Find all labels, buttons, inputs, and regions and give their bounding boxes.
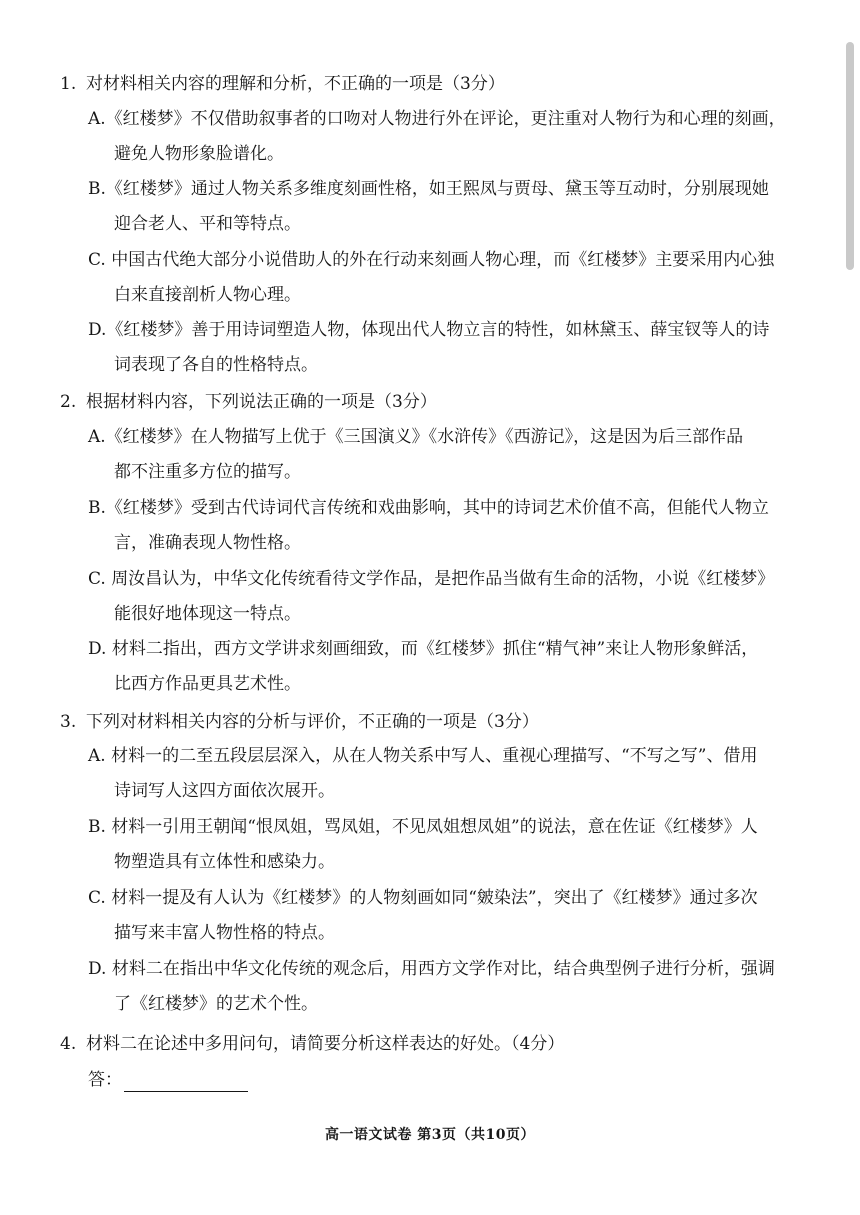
question-3-option-d — [88, 952, 800, 1022]
question-3-option-a — [88, 739, 800, 809]
question-text: 下列对材料相关内容的分析与评价，不正确的一项是（3分） — [86, 712, 539, 732]
option-text-continued: 避免人物形象脸谱化。 — [114, 144, 284, 164]
question-3-option-c — [88, 881, 800, 951]
question-4-stem — [60, 1032, 820, 1056]
option-text: 《红楼梦》通过人物关系多维度刻画性格，如王熙凤与贾母、黛玉等互动时，分别展现她 — [105, 179, 769, 199]
question-1-option-d — [88, 313, 800, 383]
option-text-continued: 都不注重多方位的描写。 — [114, 462, 301, 482]
question-text: 根据材料内容，下列说法正确的一项是（3分） — [86, 392, 437, 412]
question-2-option-a — [88, 420, 800, 490]
option-text: 材料二在指出中华文化传统的观念后，用西方文学作对比，结合典型例子进行分析，强调 — [111, 959, 775, 979]
question-3-stem — [60, 710, 820, 734]
question-number: 2. — [60, 392, 77, 412]
option-text-continued: 言，准确表现人物性格。 — [114, 533, 301, 553]
option-text: 中国古代绝大部分小说借助人的外在行动来刻画人物心理，而《红楼梦》主要采用内心独 — [111, 250, 775, 270]
option-label: A. — [88, 109, 106, 129]
question-1-stem — [60, 72, 820, 96]
option-text: 《红楼梦》在人物描写上优于《三国演义》《水浒传》《西游记》，这是因为后三部作品 — [105, 427, 744, 447]
answer-area — [88, 1068, 248, 1092]
option-text-continued: 诗词写人这四方面依次展开。 — [114, 781, 335, 801]
question-1-option-c — [88, 243, 800, 313]
option-text-continued: 了《红楼梦》的艺术个性。 — [114, 994, 318, 1014]
option-label: A. — [88, 746, 106, 766]
option-text-continued: 白来直接剖析人物心理。 — [114, 285, 301, 305]
option-label: C. — [88, 888, 106, 908]
option-text: 周汝昌认为，中华文化传统看待文学作品，是把作品当做有生命的活物，小说《红楼梦》 — [111, 569, 775, 589]
option-label: B. — [88, 179, 106, 199]
option-text: 《红楼梦》受到古代诗词代言传统和戏曲影响，其中的诗词艺术价值不高，但能代人物立 — [105, 498, 769, 518]
option-label: D. — [88, 959, 107, 979]
question-text: 对材料相关内容的理解和分析，不正确的一项是（3分） — [86, 74, 505, 94]
option-text: 材料二指出，西方文学讲求刻画细致，而《红楼梦》抓住“精气神”来让人物形象鲜活， — [111, 639, 759, 659]
option-text-continued: 能很好地体现这一特点。 — [114, 604, 301, 624]
answer-label: 答： — [88, 1070, 122, 1090]
option-text-continued: 词表现了各自的性格特点。 — [114, 355, 318, 375]
option-label: C. — [88, 250, 106, 270]
scrollbar-thumb[interactable] — [846, 42, 854, 270]
page-footer: 高一语文试卷 第3页（共10页） — [324, 1127, 536, 1143]
question-number: 3. — [60, 712, 77, 732]
question-text: 材料二在论述中多用问句，请简要分析这样表达的好处。（4分） — [86, 1034, 565, 1054]
option-label: A. — [88, 427, 106, 447]
question-1-option-a — [88, 102, 800, 172]
question-number: 4. — [60, 1034, 77, 1054]
answer-blank-line[interactable] — [124, 1071, 248, 1092]
question-2-option-b — [88, 491, 800, 561]
option-label: D. — [88, 639, 107, 659]
question-2-stem — [60, 390, 820, 414]
option-label: C. — [88, 569, 106, 589]
question-1-option-b — [88, 172, 800, 242]
option-text: 材料一提及有人认为《红楼梦》的人物刻画如同“皴染法”，突出了《红楼梦》通过多次 — [111, 888, 758, 908]
option-label: B. — [88, 498, 106, 518]
option-label: D. — [88, 320, 107, 340]
option-text: 材料一的二至五段层层深入，从在人物关系中写人、重视心理描写、“不写之写”、借用 — [111, 746, 758, 766]
option-text: 《红楼梦》不仅借助叙事者的口吻对人物进行外在评论，更注重对人物行为和心理的刻画， — [105, 109, 786, 129]
question-3-option-b — [88, 810, 800, 880]
option-text-continued: 描写来丰富人物性格的特点。 — [114, 923, 335, 943]
option-text-continued: 迎合老人、平和等特点。 — [114, 214, 301, 234]
question-2-option-d — [88, 632, 800, 702]
option-text: 材料一引用王朝闻“恨凤姐，骂凤姐，不见凤姐想凤姐”的说法，意在佐证《红楼梦》人 — [111, 817, 758, 837]
option-label: B. — [88, 817, 106, 837]
option-text-continued: 比西方作品更具艺术性。 — [114, 674, 301, 694]
question-2-option-c — [88, 562, 800, 632]
question-number: 1. — [60, 74, 77, 94]
option-text: 《红楼梦》善于用诗词塑造人物，体现出代人物立言的特性，如林黛玉、薛宝钗等人的诗 — [106, 320, 770, 340]
option-text-continued: 物塑造具有立体性和感染力。 — [114, 852, 335, 872]
